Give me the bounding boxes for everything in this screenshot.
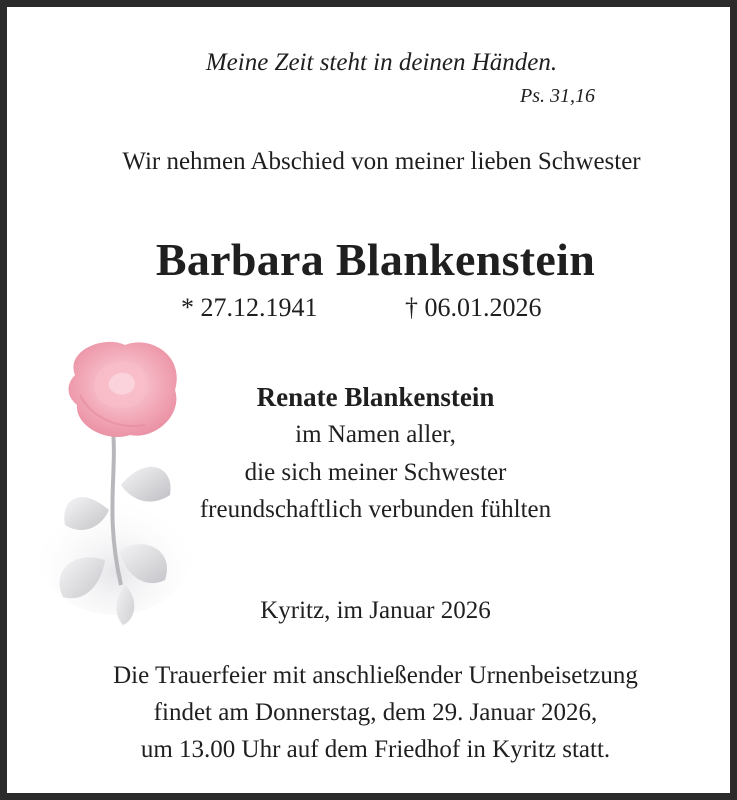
funeral-info-line: findet am Donnerstag, dem 29. Januar 2026, [153,699,598,726]
signatory-line: die sich meiner Schwester [244,459,507,486]
signatory-name: Renate Blankenstein [256,382,495,412]
place-date: Kyritz, im Januar 2026 [260,597,491,624]
deceased-name: Barbara Blankenstein [155,234,596,285]
funeral-info-line: um 13.00 Uhr auf dem Friedhof in Kyritz statt. [140,736,611,763]
intro-text: Wir nehmen Abschied von meiner lieben Schwester [122,148,641,175]
bible-reference: Ps. 31,16 [520,85,595,107]
death-date: † 06.01.2026 [405,293,542,322]
birth-date: * 27.12.1941 [181,293,318,322]
signatory-line: freundschaftlich verbunden fühlten [199,496,552,523]
funeral-info-line: Die Trauerfeier mit anschließender Urnenbeisetzung [113,662,638,689]
signatory-line: im Namen aller, [295,421,456,448]
bible-motto: Meine Zeit steht in deinen Händen. [205,49,558,76]
